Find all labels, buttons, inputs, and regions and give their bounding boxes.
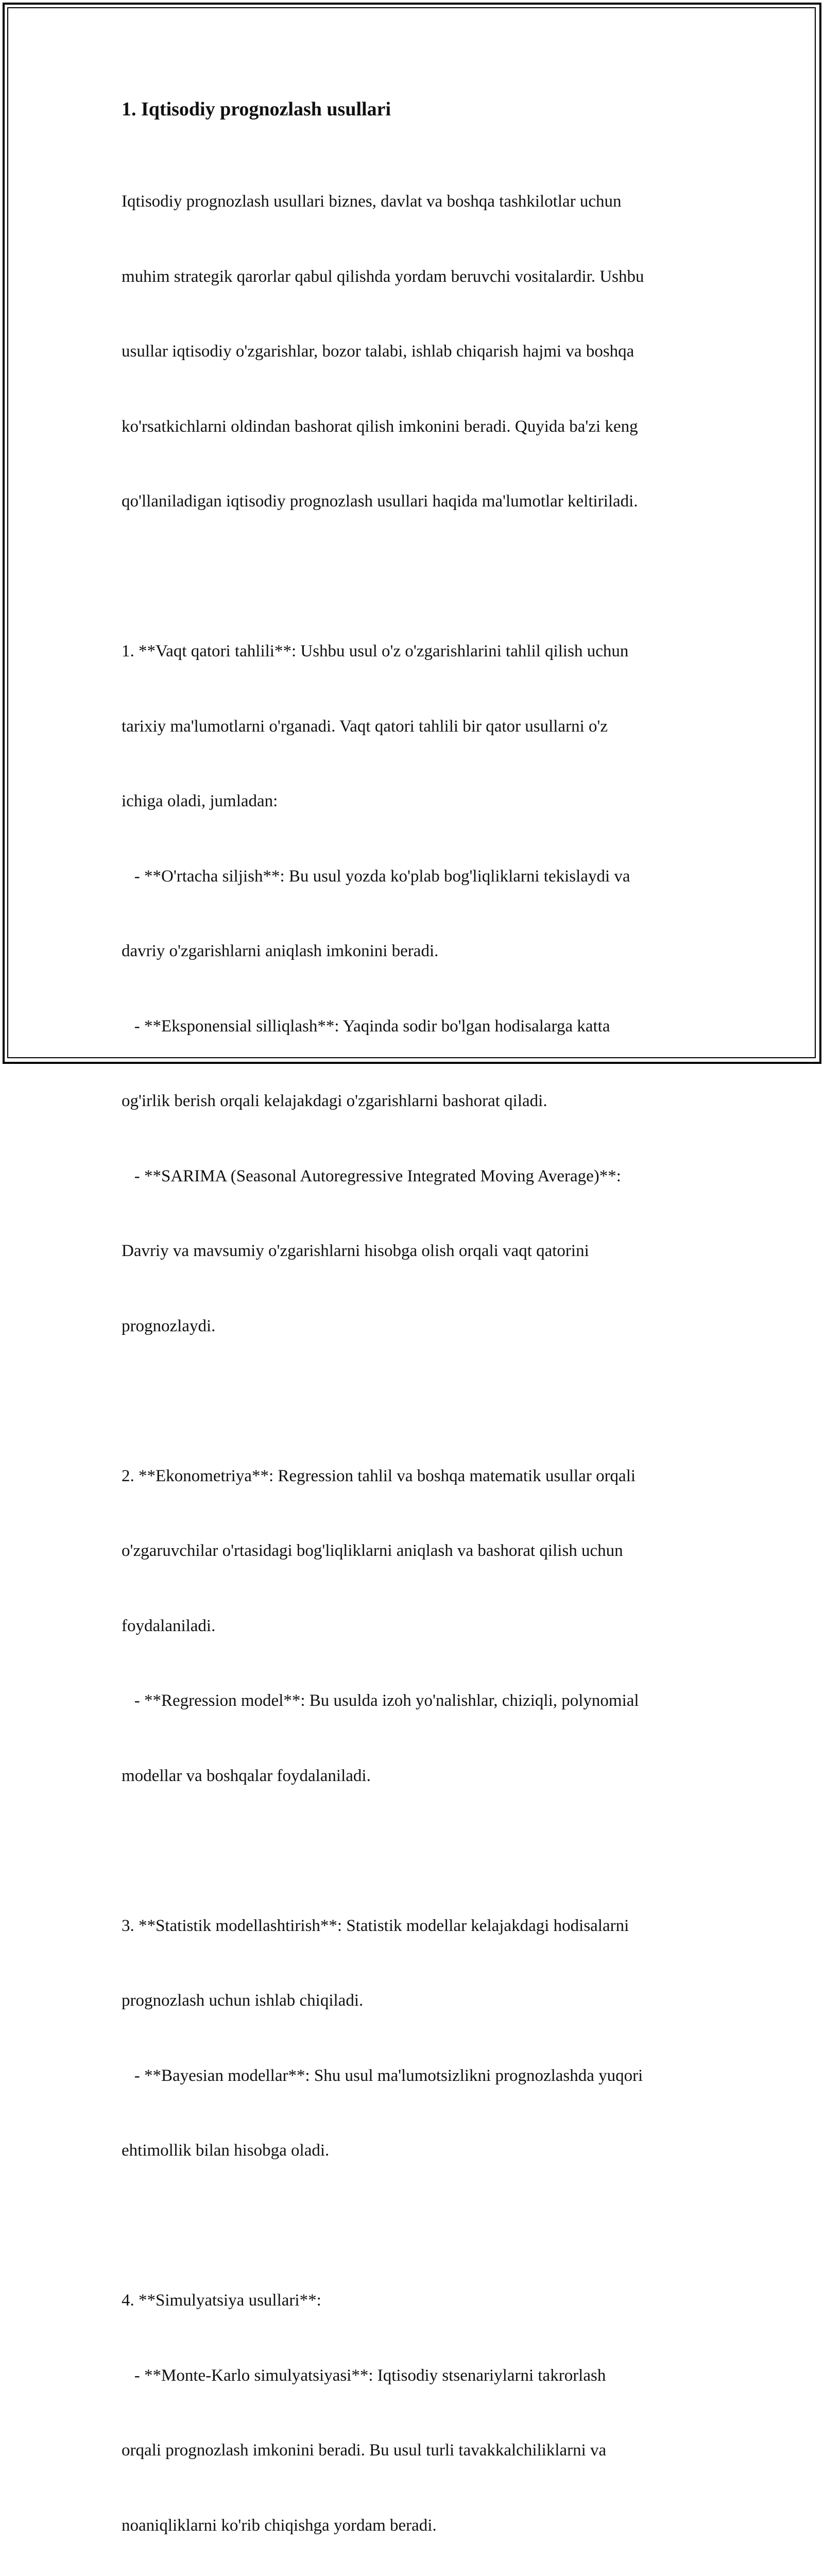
text-line: 4. **Simulyatsiya usullari**: (122, 2291, 321, 2310)
text-line: ko'rsatkichlarni oldindan bashorat qilish imkonini beradi. Quyida ba'zi keng (122, 417, 638, 436)
text-line: - **Monte-Karlo simulyatsiyasi**: Iqtisodiy stsenariylarni takrorlash (122, 2366, 606, 2385)
text-line: qo'llaniladigan iqtisodiy prognozlash usullari haqida ma'lumotlar keltiriladi. (122, 492, 638, 511)
text-line: ehtimollik bilan hisobga oladi. (122, 2141, 330, 2160)
text-line: davriy o'zgarishlarni aniqlash imkonini beradi. (122, 942, 439, 960)
text-line: prognozlash uchun ishlab chiqiladi. (122, 1991, 364, 2010)
section-econometrics (122, 1414, 709, 1839)
document-body (122, 97, 709, 2576)
text-line: 2. **Ekonometriya**: Regression tahlil va boshqa matematik usullar orqali (122, 1466, 636, 1485)
text-line: o'zgaruvchilar o'rtasidagi bog'liqliklarni aniqlash va bashorat qilish uchun (122, 1541, 623, 1560)
text-line: usullar iqtisodiy o'zgarishlar, bozor talabi, ishlab chiqarish hajmi va boshqa (122, 342, 634, 361)
text-line: - **Regression model**: Bu usulda izoh yo'nalishlar, chiziqli, polynomial (122, 1691, 639, 1710)
text-line: foydalaniladi. (122, 1616, 216, 1635)
section-heading: 1. Iqtisodiy prognozlash usullari (122, 98, 391, 120)
paragraph-gap (122, 564, 709, 589)
paragraph-gap (122, 1388, 709, 1414)
text-line: Iqtisodiy prognozlash usullari biznes, davlat va boshqa tashkilotlar uchun (122, 192, 622, 211)
text-line: prognozlaydi. (122, 1316, 216, 1335)
text-line: 3. **Statistik modellashtirish**: Statistik modellar kelajakdagi hodisalarni (122, 1916, 629, 1935)
section-statistical-modeling (122, 1863, 709, 2213)
text-line: modellar va boshqalar foydalaniladi. (122, 1766, 371, 1785)
section-time-series (122, 589, 709, 1388)
text-line: ichiga oladi, jumladan: (122, 792, 278, 810)
text-line: tarixiy ma'lumotlarni o'rganadi. Vaqt qatori tahlili bir qator usullarni o'z (122, 717, 608, 736)
text-line: og'irlik berish orqali kelajakdagi o'zgarishlarni bashorat qiladi. (122, 1092, 547, 1110)
paragraph-gap (122, 2213, 709, 2239)
text-line: - **Eksponensial silliqlash**: Yaqinda sodir bo'lgan hodisalarga katta (122, 1016, 610, 1036)
text-line: Davriy va mavsumiy o'zgarishlarni hisobga olish orqali vaqt qatorini (122, 1242, 589, 1260)
text-line: noaniqliklarni ko'rib chiqishga yordam beradi. (122, 2516, 437, 2535)
text-line: 1. **Vaqt qatori tahlili**: Ushbu usul o'z o'zgarishlarini tahlil qilish uchun (122, 642, 629, 660)
text-line: muhim strategik qarorlar qabul qilishda yordam beruvchi vositalardir. Ushbu (122, 267, 644, 286)
text-line: - **SARIMA (Seasonal Autoregressive Integrated Moving Average)**: (122, 1166, 621, 1185)
text-line: - **Bayesian modellar**: Shu usul ma'lumotsizlikni prognozlashda yuqori (122, 2066, 643, 2085)
text-line: orqali prognozlash imkonini beradi. Bu usul turli tavakkalchiliklarni va (122, 2441, 607, 2460)
text-line: - **O'rtacha siljish**: Bu usul yozda ko'plab bog'liqliklarni tekislaydi va (122, 867, 630, 886)
paragraph-gap (122, 1838, 709, 1863)
intro-paragraph (122, 139, 709, 564)
section-simulation (122, 2238, 709, 2576)
